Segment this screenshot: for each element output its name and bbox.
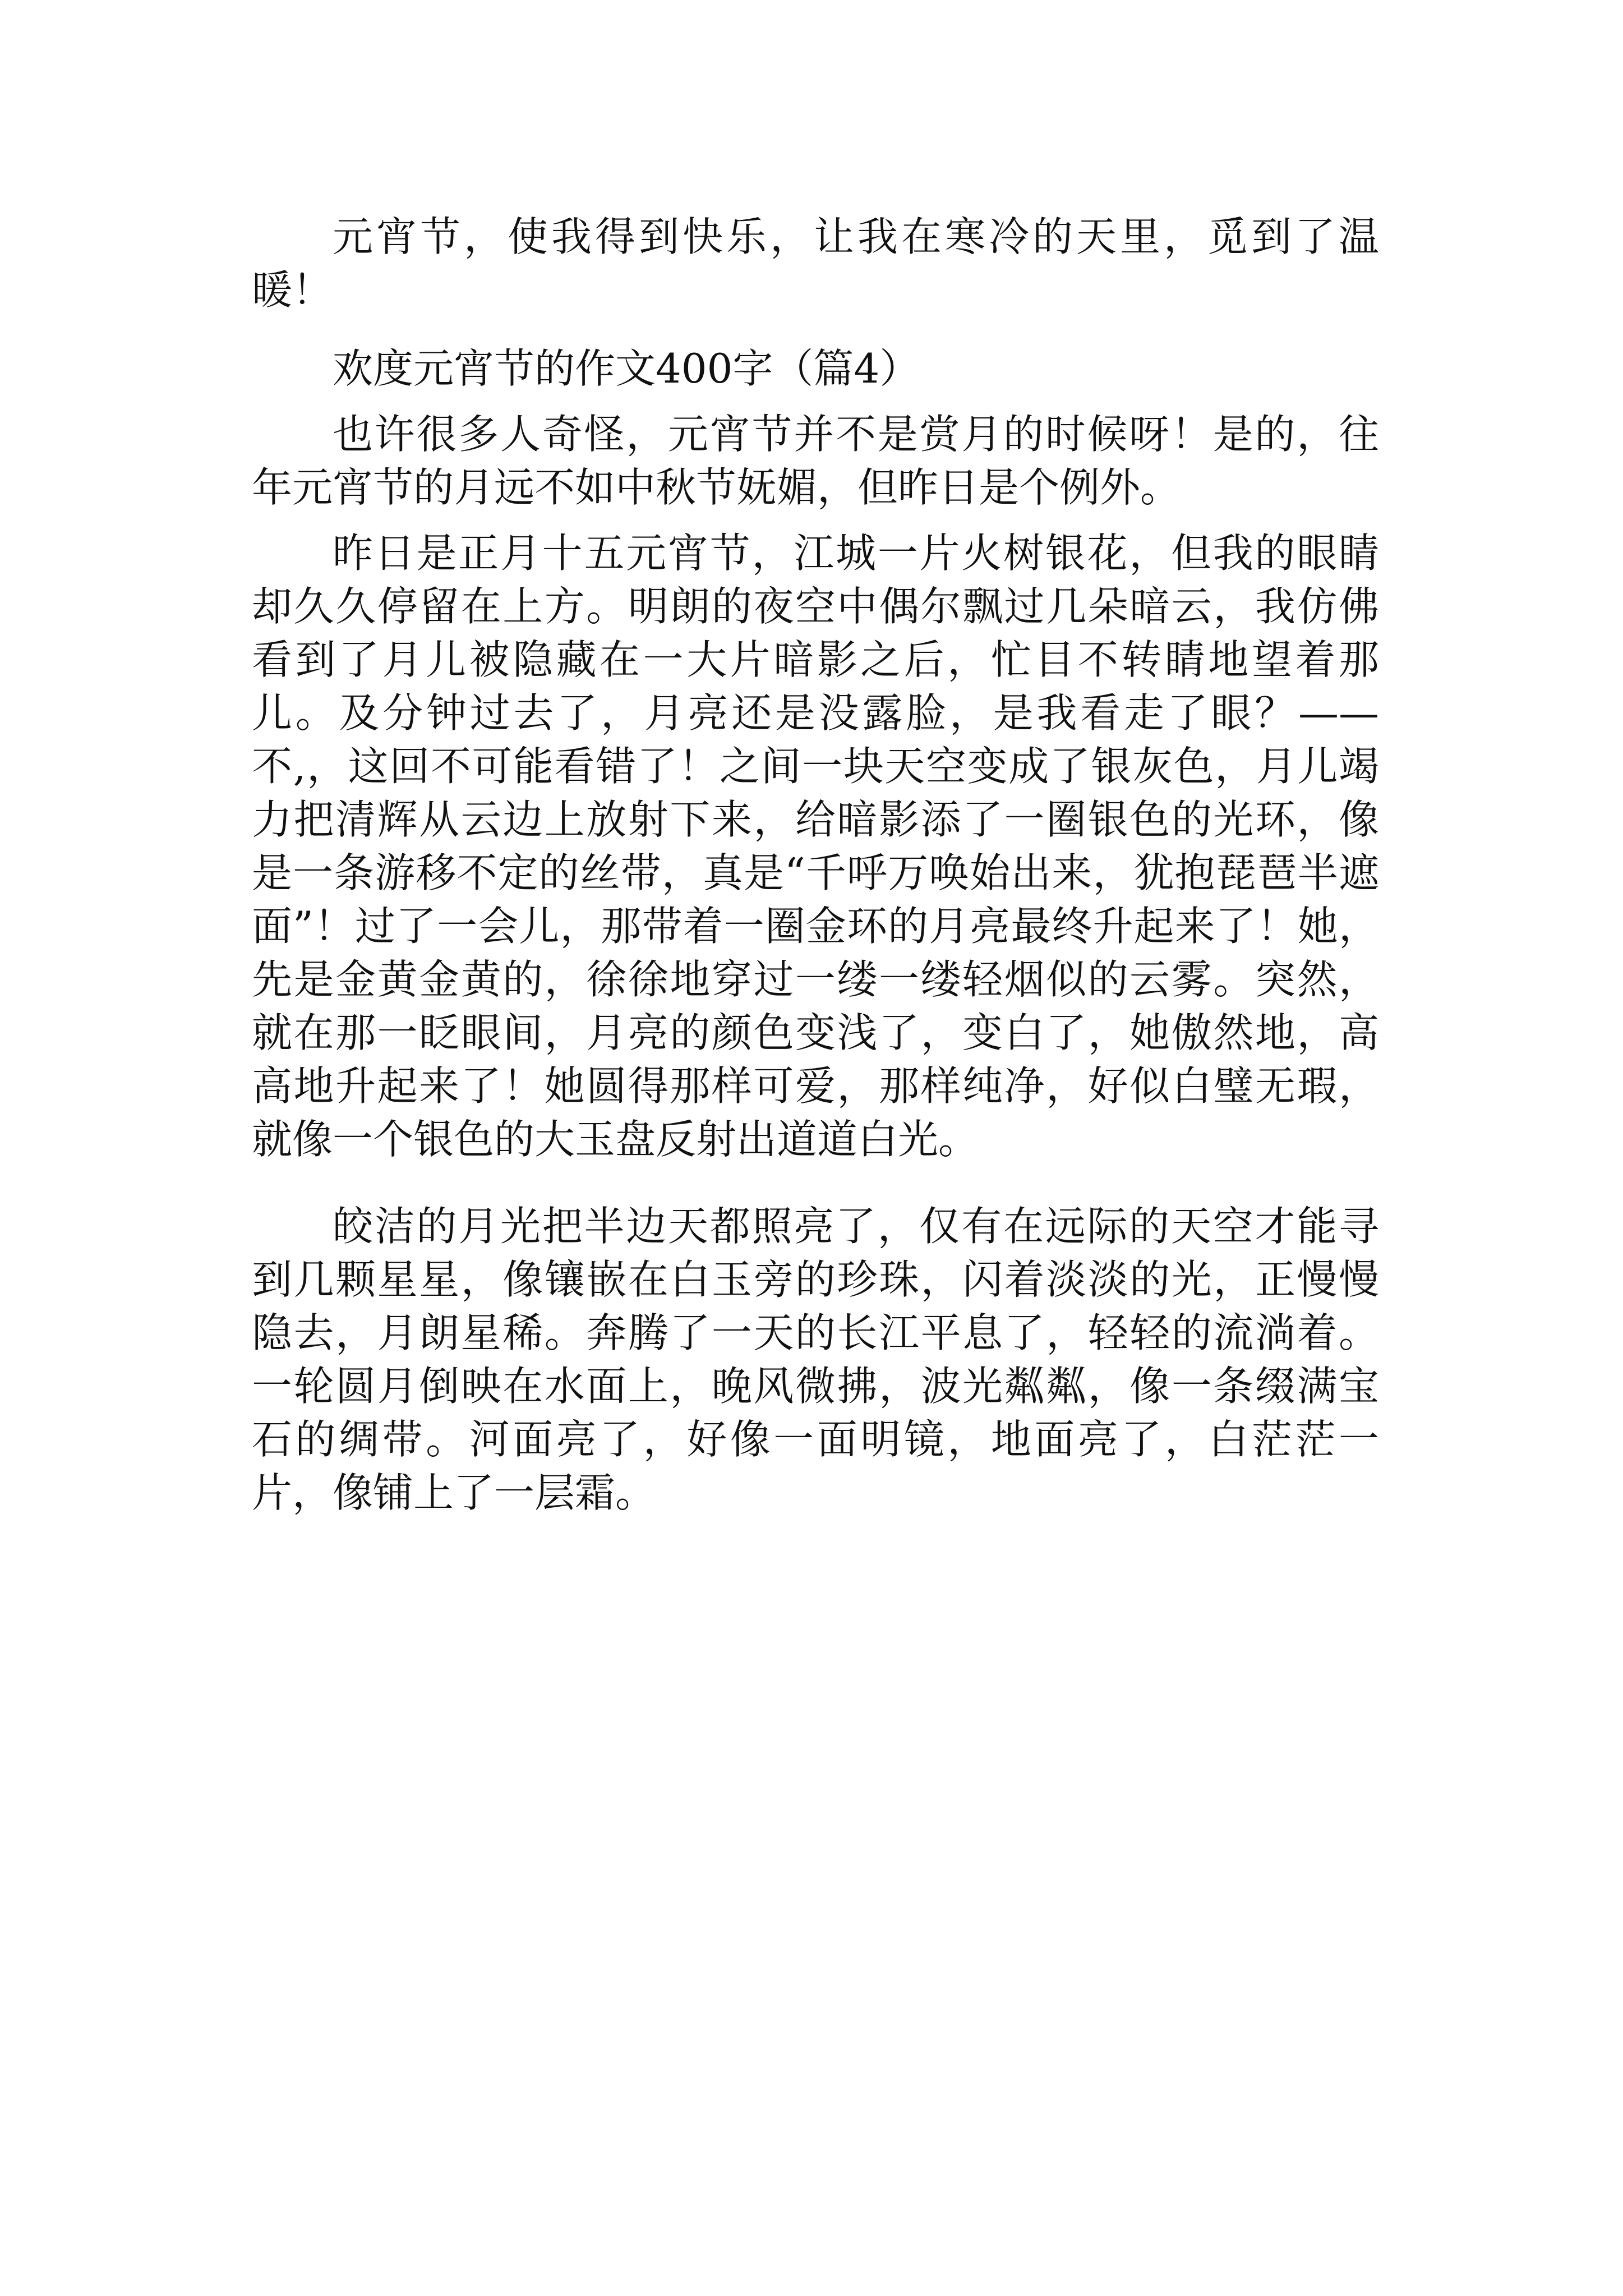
document-body xyxy=(252,210,1379,1520)
paragraph-moonlight: 皎洁的月光把半边天都照亮了，仅有在远际的天空才能寻到几颗星星，像镶嵌在白玉旁的珍珠，闪着淡淡的光，正慢慢隐去，月朗星稀。奔腾了一天的长江平息了，轻轻的流淌着。一轮圆月倒映在水面上，晚风微拂，波光粼粼，像一条缀满宝石的绸带。河面亮了，好像一面明镜，地面亮了，白茫茫一片，像铺上了一层霜。 xyxy=(252,1203,1379,1516)
section-heading: 欢度元宵节的作文400字（篇4） xyxy=(333,345,920,392)
paragraph-moonrise: 昨日是正月十五元宵节，江城一片火树银花，但我的眼睛却久久停留在上方。明朗的夜空中偶尔飘过几朵暗云，我仿佛看到了月儿被隐藏在一大片暗影之后，忙目不转睛地望着那儿。及分钟过去了，月亮还是没露脸，是我看走了眼？——不,，这回不可能看错了！之间一块天空变成了银灰色，月儿竭力把清辉从云边上放射下来，给暗影添了一圈银色的光环，像是一条游移不定的丝带，真是“千呼万唤始出来，犹抱琵琶半遮面”！过了一会儿，那带着一圈金环的月亮最终升起来了！她，先是金黄金黄的，徐徐地穿过一缕一缕轻烟似的云雾。突然，就在那一眨眼间，月亮的颜色变浅了，变白了，她傲然地，高高地升起来了！她圆得那样可爱，那样纯净，好似白璧无瑕，就像一个银色的大玉盘反射出道道白光。 xyxy=(252,530,1379,1163)
paragraph-intro: 也许很多人奇怪，元宵节并不是赏月的时候呀！是的，往年元宵节的月远不如中秋节妩媚，但昨日是个例外。 xyxy=(252,411,1379,511)
paragraph-closing: 元宵节，使我得到快乐，让我在寒冷的天里，觅到了温暖！ xyxy=(252,213,1379,314)
